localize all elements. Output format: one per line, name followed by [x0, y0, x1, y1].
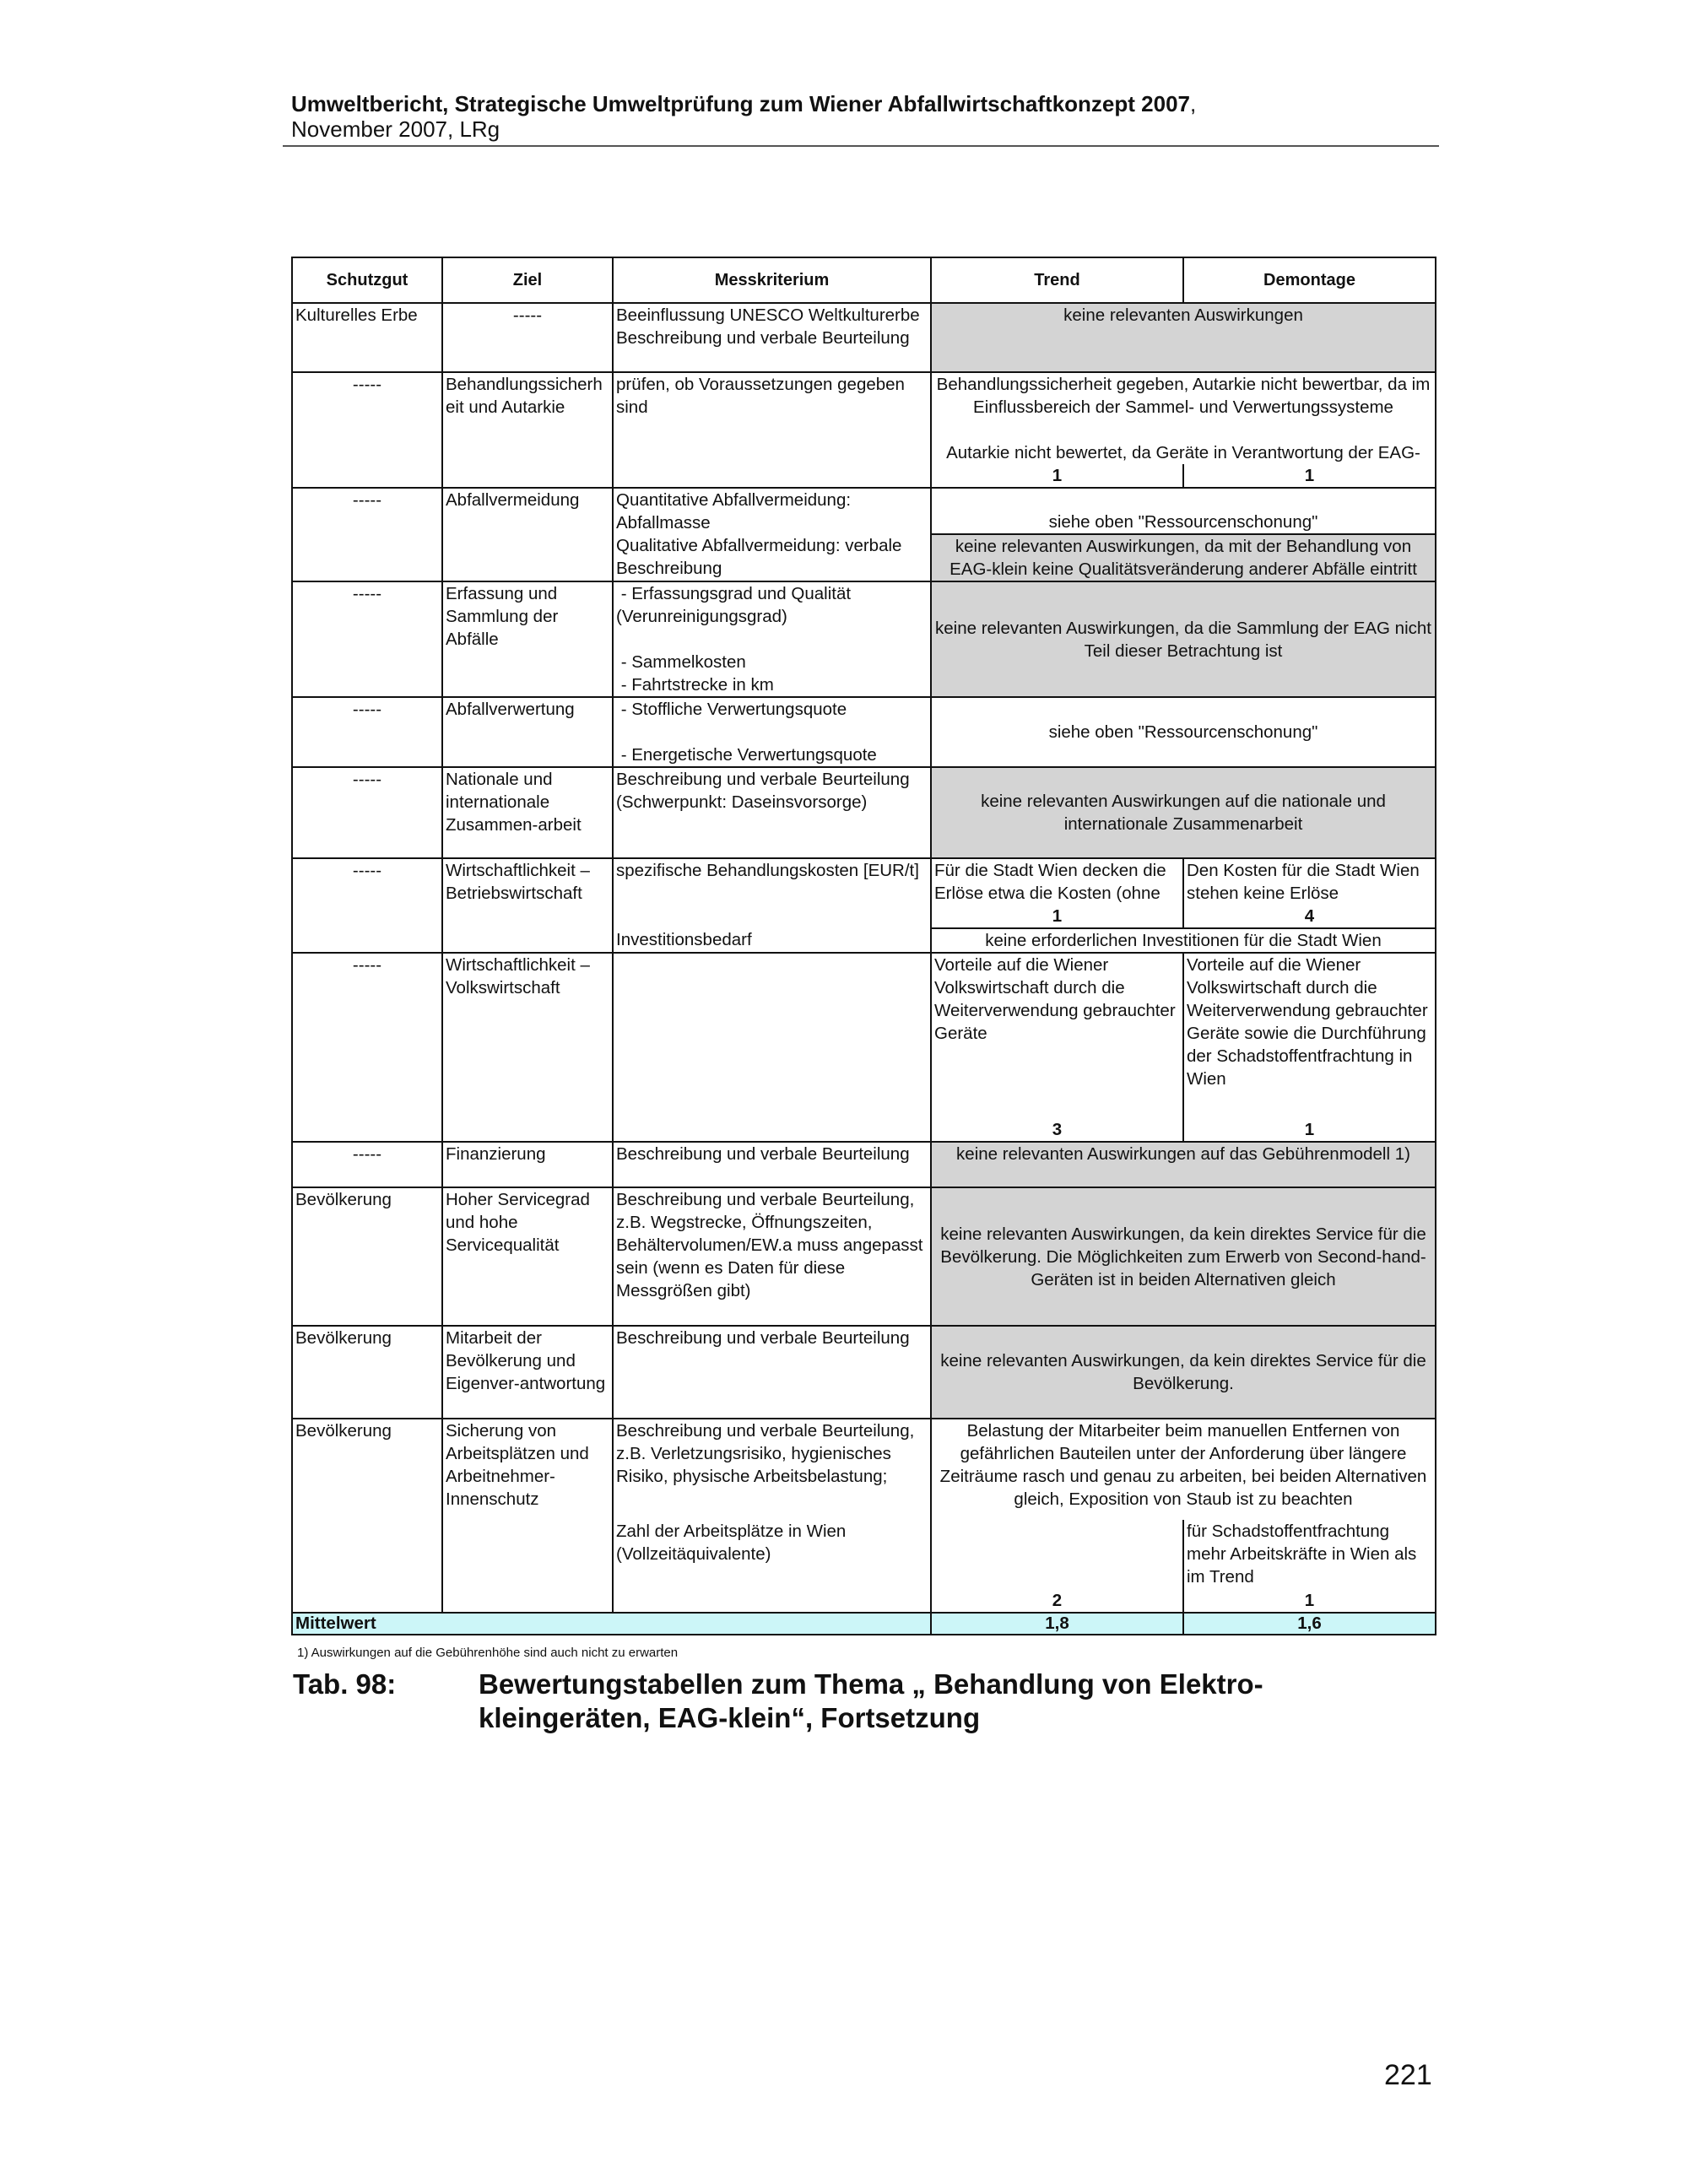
table-row	[292, 697, 1436, 767]
cell-trend-score: 2	[931, 1589, 1183, 1613]
mess-line: - Erfassungsgrad und Qualität (Verunreinigungsgrad)	[616, 584, 856, 626]
mittelwert-row	[292, 1613, 1436, 1635]
cell-messkriterium	[613, 581, 931, 697]
table-row	[292, 1142, 1436, 1187]
cell-messkriterium: Beschreibung und verbale Beurteilung, z.B. Verletzungsrisiko, hygienisches Risiko, physische Arbeitsbelastung;	[613, 1419, 931, 1520]
cell-schutzgut: -----	[292, 372, 442, 488]
cell-messkriterium	[613, 697, 931, 767]
cell-assessment: Autarkie nicht bewertet, da Geräte in Verantwortung der EAG-	[931, 419, 1436, 464]
cell-assessment: keine relevanten Auswirkungen, da die Sammlung der EAG nicht Teil dieser Betrachtung ist	[931, 581, 1436, 697]
cell-messkriterium: Beschreibung und verbale Beurteilung, z.B. Wegstrecke, Öffnungszeiten, Behältervolumen/EW.a muss angepasst sein (wenn es Daten für diese Messgrößen gibt)	[613, 1187, 931, 1326]
table-row	[292, 488, 1436, 534]
cell-schutzgut: -----	[292, 488, 442, 581]
cell-schutzgut: -----	[292, 1142, 442, 1187]
cell-demontage: Vorteile auf die Wiener Volkswirtschaft durch die Weiterverwendung gebrauchter Geräte sowie die Durchführung der Schadstoffentfrachtung in Wien	[1183, 953, 1436, 1118]
cell-assessment: keine relevanten Auswirkungen, da mit der Behandlung von EAG-klein keine Qualitätsveränderung anderer Abfälle eintritt	[931, 534, 1436, 581]
table-row	[292, 953, 1436, 1118]
cell-assessment: keine relevanten Auswirkungen auf das Gebührenmodell 1)	[931, 1142, 1436, 1187]
table-row	[292, 858, 1436, 905]
cell-messkriterium: spezifische Behandlungskosten [EUR/t]	[613, 858, 931, 928]
table-row	[292, 1326, 1436, 1419]
header-title: Umweltbericht, Strategische Umweltprüfung zum Wiener Abfallwirtschaftkonzept 2007,	[291, 91, 1197, 116]
cell-assessment: keine relevanten Auswirkungen, da kein direktes Service für die Bevölkerung.	[931, 1326, 1436, 1419]
cell-trend-score: 1	[931, 905, 1183, 928]
cell-trend-score: 3	[931, 1118, 1183, 1142]
cell-schutzgut: -----	[292, 581, 442, 697]
cell-demontage: Den Kosten für die Stadt Wien stehen keine Erlöse	[1183, 858, 1436, 905]
cell-ziel: Erfassung und Sammlung der Abfälle	[442, 581, 613, 697]
cell-messkriterium: Investitionsbedarf	[613, 928, 931, 953]
cell-trend-score: 1	[931, 464, 1183, 488]
cell-assessment: keine relevanten Auswirkungen, da kein direktes Service für die Bevölkerung. Die Möglichkeiten zum Erwerb von Second-hand-Geräten ist in beiden Alternativen gleich	[931, 1187, 1436, 1326]
cell-trend: Vorteile auf die Wiener Volkswirtschaft durch die Weiterverwendung gebrauchter Geräte	[931, 953, 1183, 1118]
mittelwert-trend: 1,8	[931, 1613, 1183, 1635]
caption-text: Bewertungstabellen zum Thema „ Behandlung von Elektro-kleingeräten, EAG-klein“, Fortsetzung	[479, 1668, 1263, 1733]
cell-messkriterium: prüfen, ob Voraussetzungen gegeben sind	[613, 372, 931, 488]
cell-ziel: Wirtschaftlichkeit – Volkswirtschaft	[442, 953, 613, 1142]
cell-schutzgut: -----	[292, 858, 442, 953]
col-header-ziel: Ziel	[442, 257, 613, 303]
cell-ziel: Abfallverwertung	[442, 697, 613, 767]
cell-schutzgut: Bevölkerung	[292, 1326, 442, 1419]
cell-ziel: Abfallvermeidung	[442, 488, 613, 581]
cell-ziel: Hoher Servicegrad und hohe Servicequalität	[442, 1187, 613, 1326]
cell-schutzgut: Bevölkerung	[292, 1419, 442, 1613]
cell-demontage-score: 1	[1183, 464, 1436, 488]
cell-ziel: Wirtschaftlichkeit – Betriebswirtschaft	[442, 858, 613, 953]
cell-schutzgut: -----	[292, 767, 442, 858]
cell-ziel: Sicherung von Arbeitsplätzen und Arbeitnehmer-Innenschutz	[442, 1419, 613, 1613]
mess-line: - Stoffliche Verwertungsquote	[616, 700, 847, 719]
cell-assessment: keine relevanten Auswirkungen	[931, 303, 1436, 372]
cell-messkriterium	[613, 953, 931, 1142]
cell-schutzgut: Kulturelles Erbe	[292, 303, 442, 372]
cell-schutzgut: -----	[292, 953, 442, 1142]
table-row	[292, 581, 1436, 697]
page-number: 221	[1384, 2059, 1432, 2091]
table-row	[292, 1419, 1436, 1520]
cell-ziel: Behandlungssicherh eit und Autarkie	[442, 372, 613, 488]
cell-assessment: siehe oben "Ressourcenschonung"	[931, 488, 1436, 534]
col-header-schutzgut: Schutzgut	[292, 257, 442, 303]
cell-messkriterium: Beschreibung und verbale Beurteilung (Schwerpunkt: Daseinsvorsorge)	[613, 767, 931, 858]
cell-messkriterium: Beeinflussung UNESCO Weltkulturerbe Beschreibung und verbale Beurteilung	[613, 303, 931, 372]
document-header	[291, 91, 1435, 142]
mess-line: - Fahrtstrecke in km	[616, 675, 774, 695]
table-row	[292, 1187, 1436, 1326]
cell-demontage: für Schadstoffentfrachtung mehr Arbeitskräfte in Wien als im Trend	[1183, 1520, 1436, 1589]
cell-ziel: Nationale und internationale Zusammen-arbeit	[442, 767, 613, 858]
mittelwert-demontage: 1,6	[1183, 1613, 1436, 1635]
cell-trend	[931, 1520, 1183, 1589]
cell-demontage-score: 1	[1183, 1589, 1436, 1613]
table-row	[292, 303, 1436, 372]
evaluation-table	[291, 257, 1436, 1635]
cell-assessment: siehe oben "Ressourcenschonung"	[931, 697, 1436, 767]
mess-line: - Energetische Verwertungsquote	[616, 745, 877, 765]
col-header-demontage: Demontage	[1183, 257, 1436, 303]
table-footnote: 1) Auswirkungen auf die Gebührenhöhe sind auch nicht zu erwarten	[297, 1646, 679, 1660]
col-header-messkriterium: Messkriterium	[613, 257, 931, 303]
col-header-trend: Trend	[931, 257, 1183, 303]
caption-label: Tab. 98:	[293, 1668, 397, 1700]
cell-ziel: Mitarbeit der Bevölkerung und Eigenver-antwortung	[442, 1326, 613, 1419]
cell-schutzgut: Bevölkerung	[292, 1187, 442, 1326]
header-subtitle: November 2007, LRg	[291, 116, 500, 142]
table-row	[292, 767, 1436, 858]
cell-messkriterium: Beschreibung und verbale Beurteilung	[613, 1326, 931, 1419]
cell-ziel: -----	[442, 303, 613, 372]
cell-messkriterium: Quantitative Abfallvermeidung: Abfallmasse	[613, 488, 931, 534]
cell-ziel: Finanzierung	[442, 1142, 613, 1187]
table-row	[292, 372, 1436, 419]
mess-line: - Sammelkosten	[616, 652, 746, 672]
cell-assessment: keine relevanten Auswirkungen auf die nationale und internationale Zusammenarbeit	[931, 767, 1436, 858]
cell-messkriterium: Zahl der Arbeitsplätze in Wien (Vollzeitäquivalente)	[613, 1520, 931, 1613]
cell-messkriterium: Beschreibung und verbale Beurteilung	[613, 1142, 931, 1187]
cell-assessment: keine erforderlichen Investitionen für die Stadt Wien	[931, 928, 1436, 953]
cell-trend: Für die Stadt Wien decken die Erlöse etwa die Kosten (ohne	[931, 858, 1183, 905]
cell-assessment: Belastung der Mitarbeiter beim manuellen Entfernen von gefährlichen Bauteilen unter der Anforderung über längere Zeiträume rasch und genau zu arbeiten, bei beiden Alternativen gleich, Exposition von Staub ist zu beachten	[931, 1419, 1436, 1520]
cell-assessment: Behandlungssicherheit gegeben, Autarkie nicht bewertbar, da im Einflussbereich der Sammel- und Verwertungssysteme	[931, 372, 1436, 419]
header-divider	[283, 145, 1439, 147]
cell-demontage-score: 1	[1183, 1118, 1436, 1142]
cell-messkriterium: Qualitative Abfallvermeidung: verbale Beschreibung	[613, 534, 931, 581]
mittelwert-label: Mittelwert	[292, 1613, 931, 1635]
cell-schutzgut: -----	[292, 697, 442, 767]
table-header-row	[292, 257, 1436, 303]
cell-demontage-score: 4	[1183, 905, 1436, 928]
